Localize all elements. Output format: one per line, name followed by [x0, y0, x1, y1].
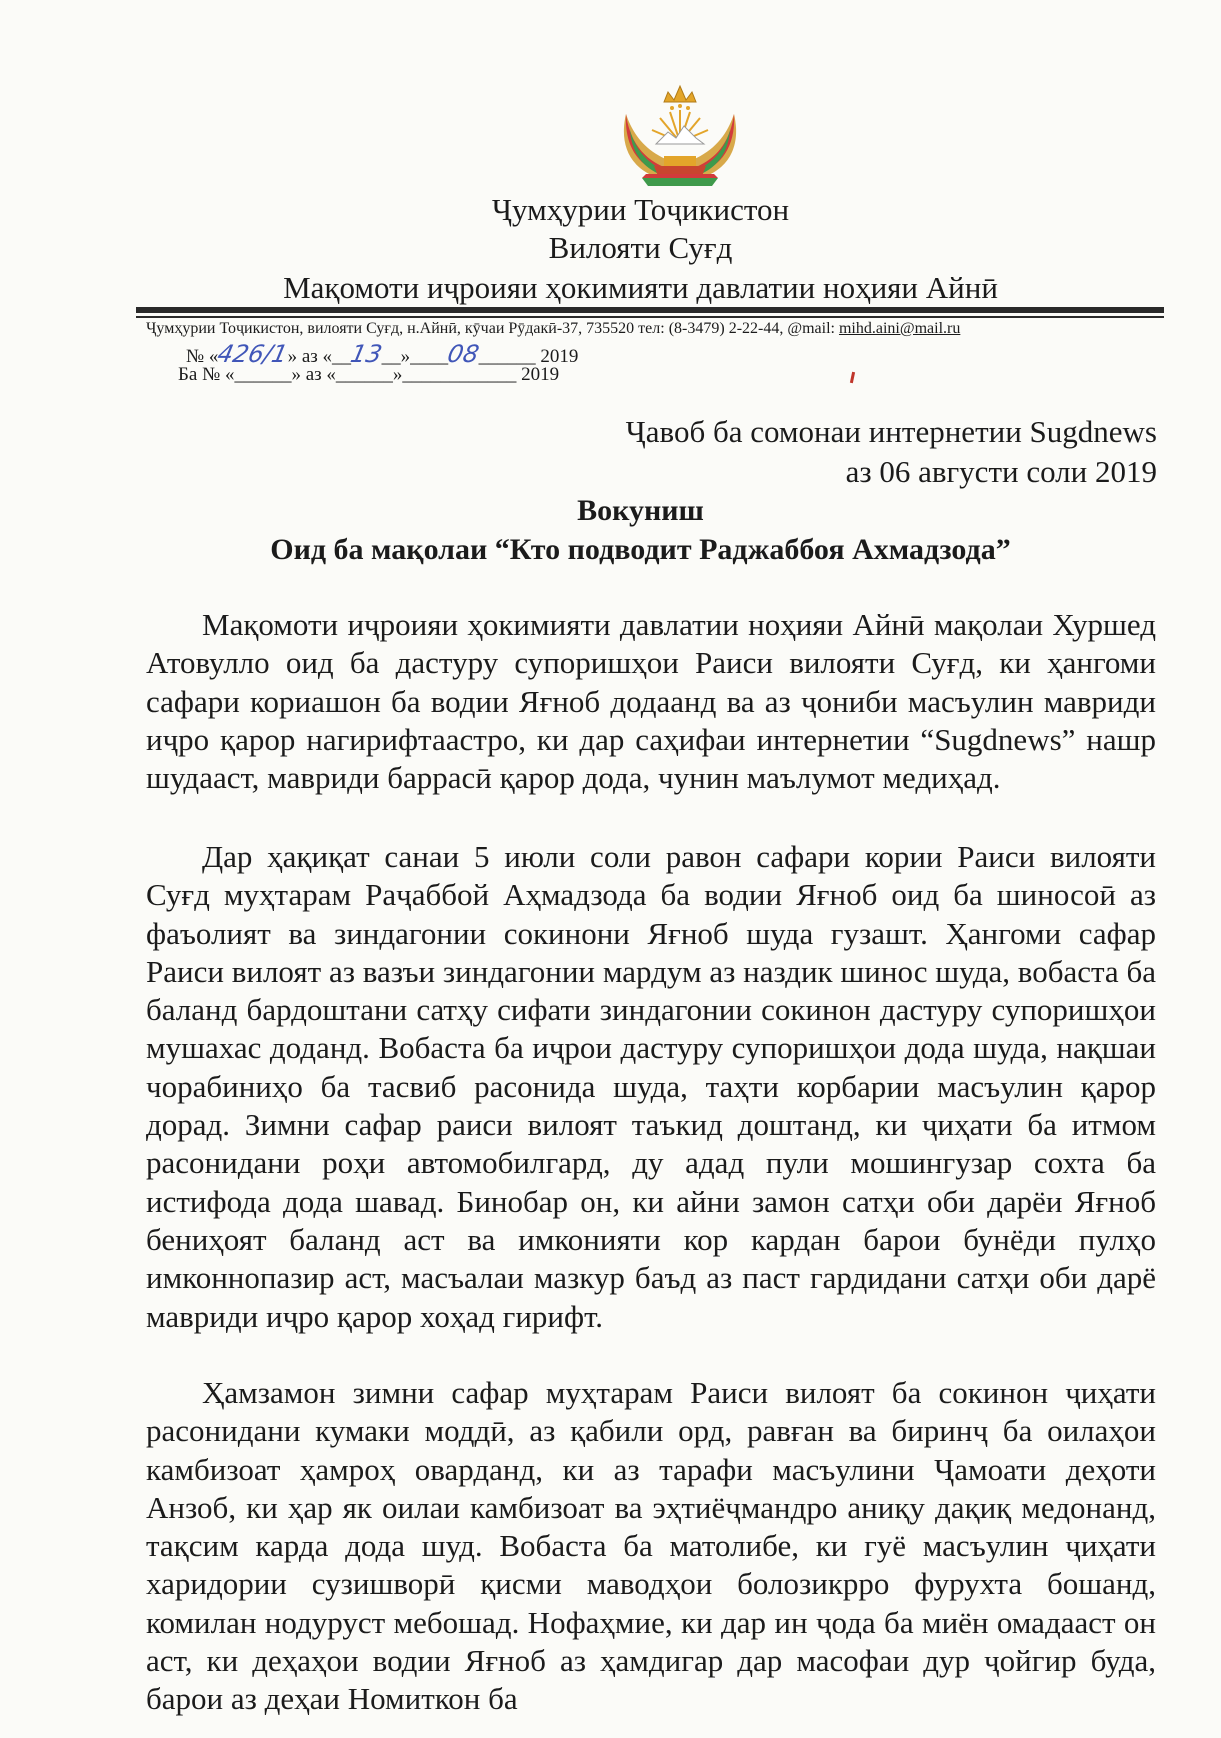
outgoing-mid2: » — [400, 346, 411, 367]
header-rule-thin — [136, 316, 1164, 318]
outgoing-mid: » аз « — [287, 346, 333, 367]
body-paragraph-1-block — [146, 606, 1156, 797]
reply-line-2: аз 06 августи соли 2019 — [845, 454, 1157, 489]
reply-line-1: Ҷавоб ба сомонаи интернетии Sugdnews — [625, 414, 1157, 449]
body-paragraph: Дар ҳақиқат санаи 5 июли соли равон сафари кории Раиси вилояти Суғд муҳтарам Раҷаббой Аҳмадзода ба водии Яғноб оид ба шиносоӣ аз фаъолият ва зиндагонии сокинони Яғноб шуда гузашт. Ҳангоми сафар Раиси вилоят аз вазъи зиндагонии мардум аз наздик шинос шуда, вобаста ба баланд бардоштани сатҳу сифати зиндагонии сокинон дастуру супоришҳои мушахас доданд. Вобаста ба иҷрои дастуру супоришҳои дода шуда, нақшаи чорабиниҳо ба тасвиб расонида шуда, таҳти корбарии масъулин қарор дорад. Зимни сафар раиси вилоят таъкид доштанд, ки ҷиҳати ба итмом расонидани роҳи автомобилгард, ду адад пули мошингузар сохта ба истифода дода шавад. Бинобар он, ки айни замон сатҳи оби дарёи Яғноб бениҳоят баланд аст ва имконияти кор кардан барои бунёди пулҳо имконнопазир аст, масъалаи мазкур баъд аз паст гардидани сатҳи оби дарё мавриди иҷро қарор хоҳад гирифт. — [146, 839, 1156, 1334]
header-rule — [136, 307, 1164, 313]
body-paragraph-3-block — [146, 1374, 1156, 1719]
country-heading: Ҷумҳурии Тоҷикистон — [491, 192, 790, 227]
coat-of-arms-icon — [612, 78, 748, 190]
incoming-number-line: Ба № «______» аз «______»____________ 2019 — [178, 364, 560, 385]
outgoing-prefix: № « — [186, 346, 219, 367]
email-link[interactable]: mihd.aini@mail.ru — [838, 320, 961, 337]
authority-heading: Мақомоти иҷроияи ҳокимияти давлатии ноҳияи Айнӣ — [283, 270, 998, 305]
outgoing-number: 426/1 — [215, 340, 291, 368]
address-line — [146, 320, 960, 338]
address-text: Ҷумҳурии Тоҷикистон, вилояти Суғд, н.Айнӣ, кӯчаи Рӯдакӣ-37, 735520 тел: (8-3479) 2-22-44, @mail: — [146, 320, 839, 337]
document-title: Вокуниш — [577, 494, 704, 527]
body-paragraph: Ҳамзамон зимни сафар муҳтарам Раиси вилоят ба сокинон ҷиҳати расонидани кумаки моддӣ, аз қабили орд, равған ва биринҷ ба оилаҳои камбизоат ҳамроҳ оварданд, ки аз тарафи масъулини Ҷамоати деҳоти Анзоб, ки ҳар як оилаи камбизоат ва эҳтиёҷмандро аниқу дақиқ медонанд, тақсим карда дода шуд. Вобаста ба матолибе, ки гуё масъулин ҷиҳати харидории сузишворӣ қисми маводҳои болозикрро фурухта бошанд, комилан нодуруст мебошад. Нофаҳмие, ки дар ин ҷода ба миён омадааст он аст, ки деҳаҳои водии Яғноб аз ҳамдигар дар масофаи дур ҷойгир буда, барои аз деҳаи Номиткон ба — [146, 1375, 1156, 1717]
body-paragraph-2-block — [146, 838, 1156, 1336]
outgoing-year: 2019 — [540, 346, 579, 367]
region-heading: Вилояти Суғд — [548, 230, 733, 265]
outgoing-day: 13 — [348, 340, 385, 368]
outgoing-month: 08 — [445, 340, 482, 368]
outgoing-number-line: № «426/1» аз «__13__»____08______ 2019 — [186, 340, 579, 368]
document-subtitle: Оид ба мақолаи “Кто подводит Раджаббоя Ахмадзода” — [270, 533, 1011, 566]
body-paragraph: Мақомоти иҷроияи ҳокимияти давлатии ноҳияи Айнӣ мақолаи Хуршед Атовулло оид ба дастуру супоришҳои Раиси вилояти Суғд, ки ҳангоми сафари кориашон ба водии Яғноб додаанд ва аз ҷониби масъулин мавриди иҷро қарор нагирифтаастро, ки дар саҳифаи интернетии “Sugdnews” нашр шудааст, мавриди баррасӣ қарор дода, чунин маълумот медиҳад. — [146, 607, 1156, 796]
red-pen-mark — [850, 372, 855, 383]
